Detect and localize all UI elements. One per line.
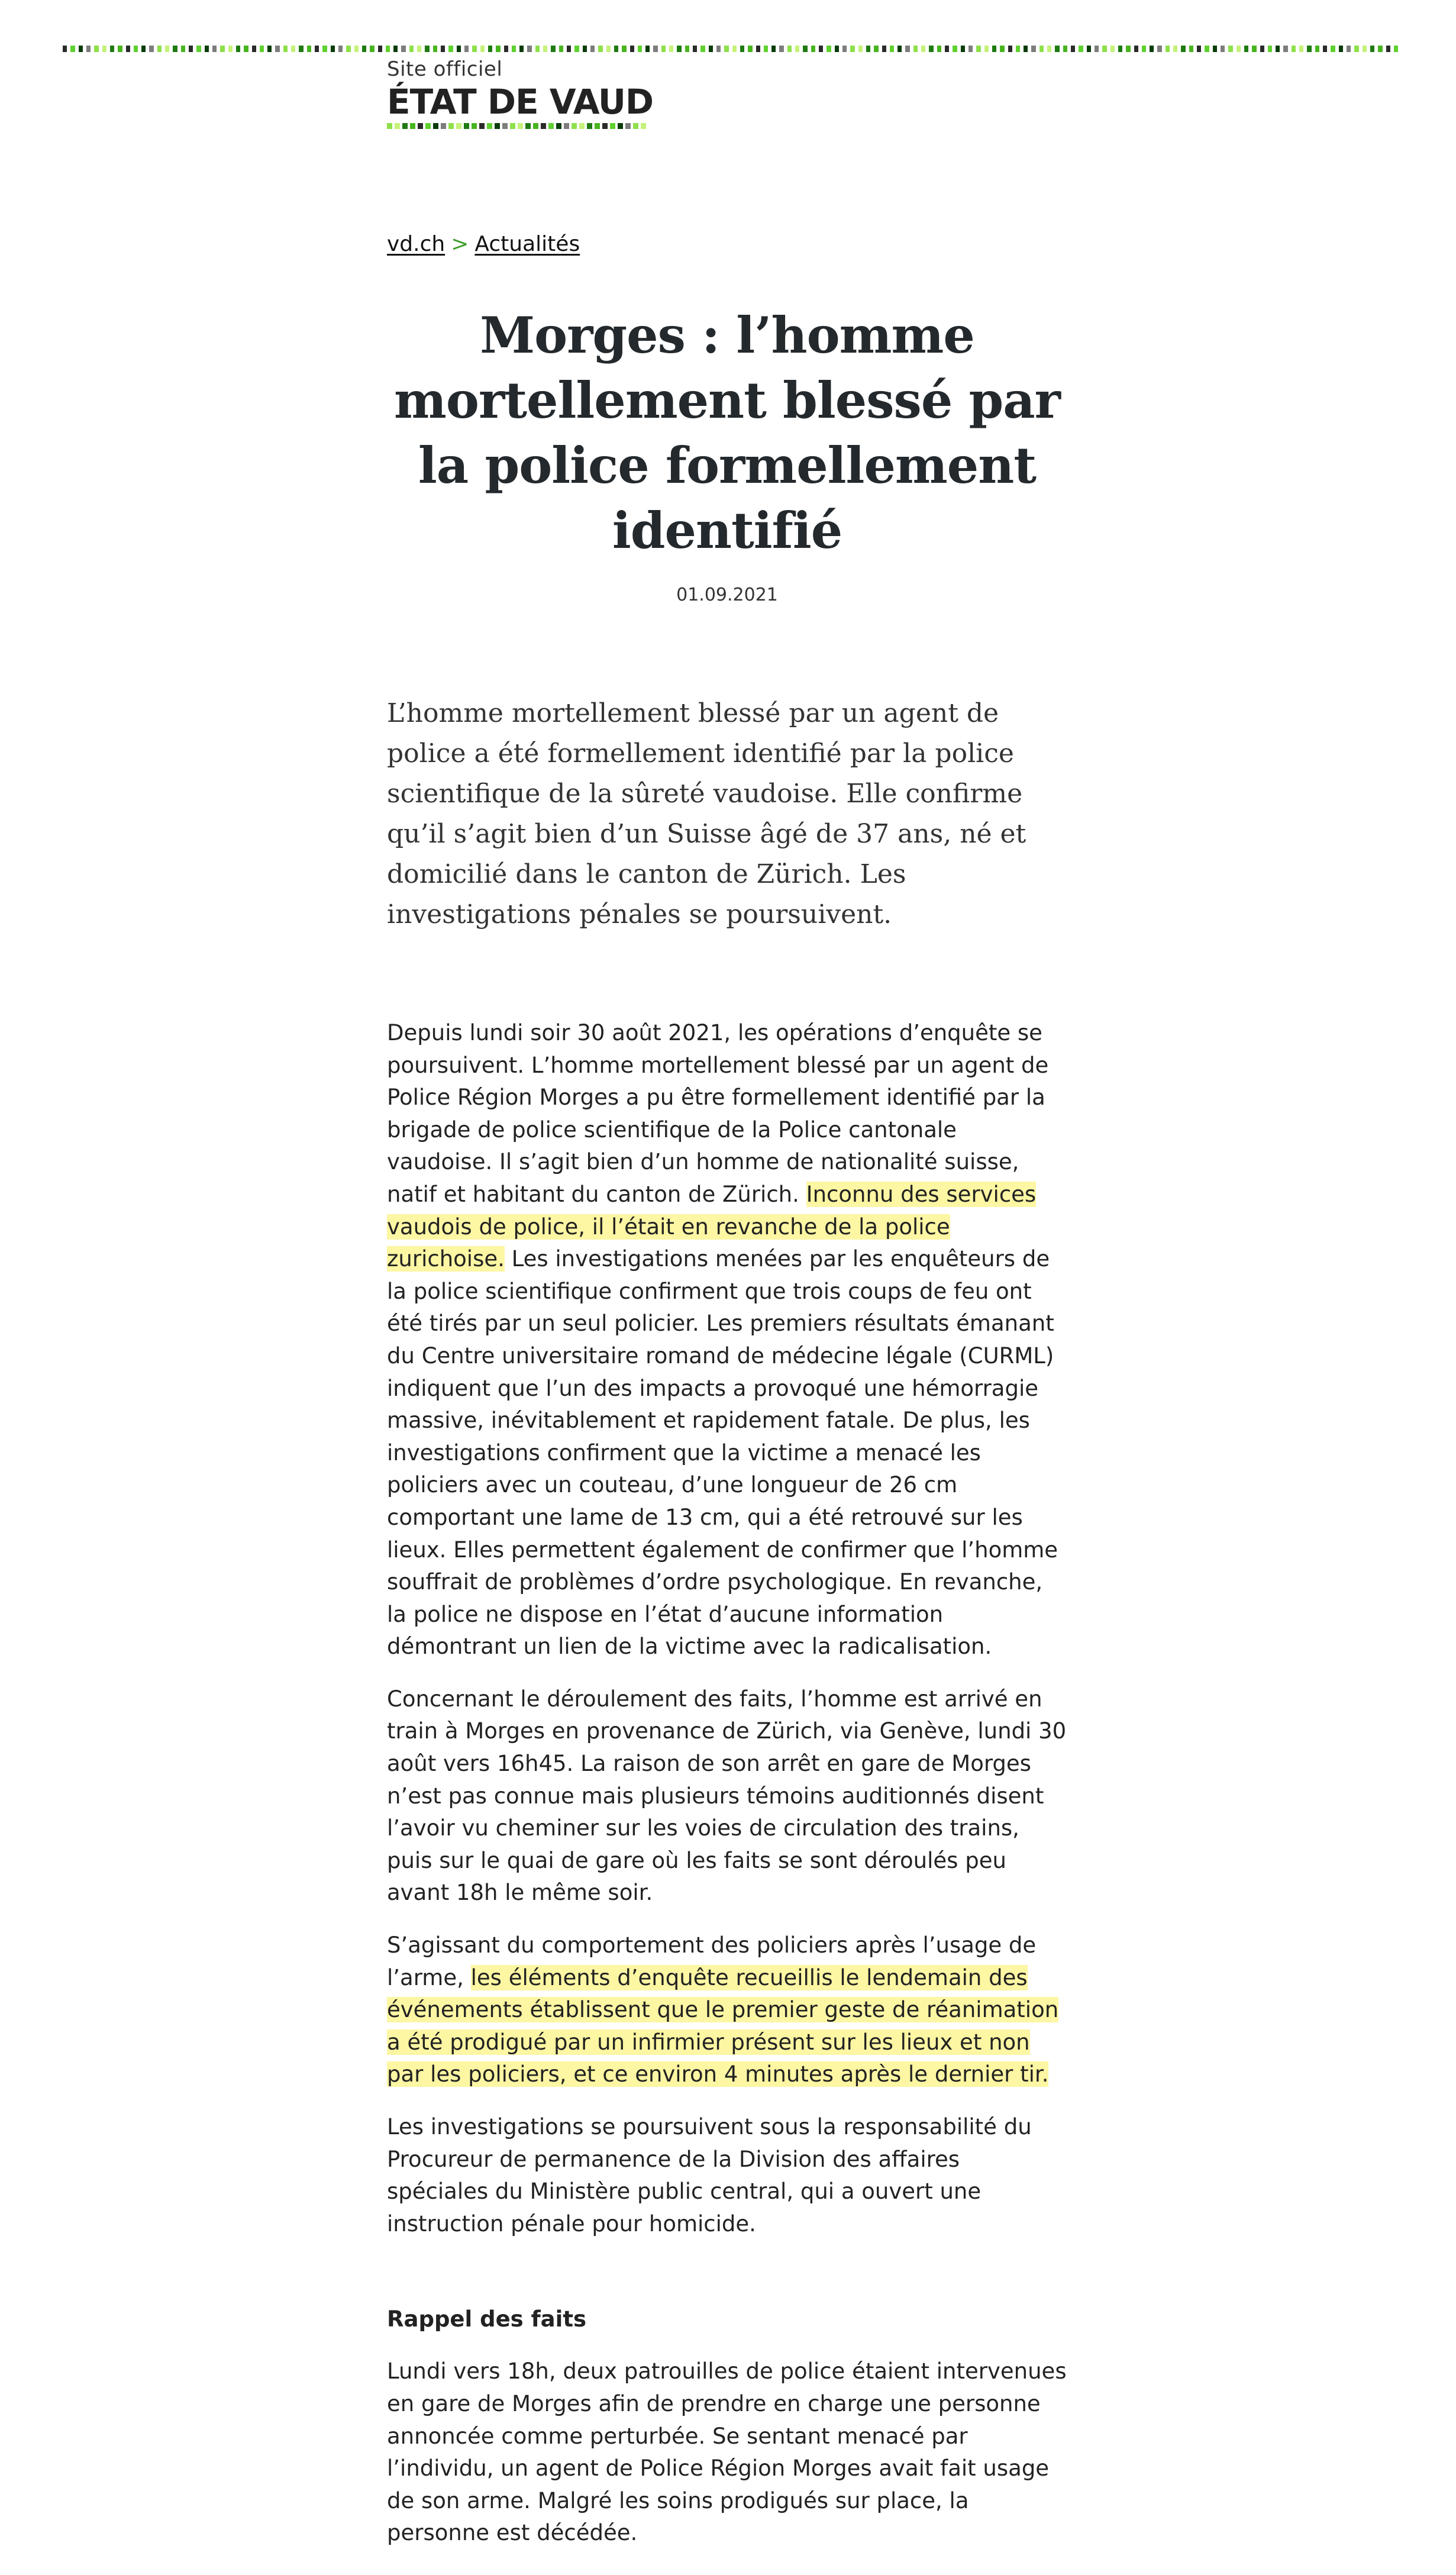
stripe-segment <box>173 46 177 52</box>
stripe-segment <box>1386 46 1390 52</box>
stripe-segment <box>961 46 965 52</box>
stripe-segment <box>110 46 114 52</box>
stripe-segment <box>94 46 98 52</box>
paragraph-3-highlight: les éléments d’enquête recueillis le lendemain des événements établissent que le premier geste de réanimation a été prodigué par un infirmier présent sur les lieux et non par les policiers, et ce environ 4 minutes après le dernier tir. <box>387 1964 1059 2087</box>
logo-stripe-segment <box>456 123 461 129</box>
stripe-segment <box>898 46 902 52</box>
stripe-segment <box>393 46 398 52</box>
stripe-segment <box>346 46 350 52</box>
stripe-segment <box>819 46 823 52</box>
stripe-segment <box>842 46 847 52</box>
paragraph-1-highlight: Inconnu des services vaudois de police, il l’était en revanche de la police zurichoise. <box>387 1181 1037 1272</box>
logo-stripe-segment <box>548 123 554 129</box>
stripe-segment <box>220 46 224 52</box>
stripe-segment <box>472 46 476 52</box>
stripe-segment <box>1205 46 1209 52</box>
paragraph-1 <box>387 1017 1067 1663</box>
stripe-segment <box>779 46 783 52</box>
stripe-segment <box>448 46 453 52</box>
article-body <box>387 1017 1067 2570</box>
stripe-segment <box>331 46 335 52</box>
stripe-segment <box>425 46 429 52</box>
stripe-segment <box>1142 46 1146 52</box>
stripe-segment <box>527 46 531 52</box>
stripe-segment <box>1079 46 1083 52</box>
stripe-segment <box>212 46 217 52</box>
stripe-segment <box>622 46 626 52</box>
section-heading: Rappel des faits <box>387 2306 587 2332</box>
stripe-segment <box>1237 46 1241 52</box>
stripe-segment <box>669 46 673 52</box>
stripe-segment <box>1134 46 1138 52</box>
stripe-segment <box>1339 46 1343 52</box>
logo-stripe-segment <box>533 123 538 129</box>
logo-stripe-segment <box>641 123 646 129</box>
stripe-segment <box>496 46 500 52</box>
stripe-segment <box>630 46 634 52</box>
stripe-segment <box>756 46 760 52</box>
stripe-segment <box>275 46 279 52</box>
stripe-segment <box>1370 46 1374 52</box>
stripe-segment <box>874 46 878 52</box>
stripe-segment <box>913 46 918 52</box>
stripe-segment <box>157 46 162 52</box>
logo-stripe-segment <box>410 123 415 129</box>
stripe-segment <box>693 46 697 52</box>
stripe-segment <box>283 46 288 52</box>
stripe-segment <box>291 46 295 52</box>
stripe-segment <box>228 46 233 52</box>
stripe-segment <box>457 46 461 52</box>
stripe-segment <box>480 46 485 52</box>
stripe-segment <box>858 46 863 52</box>
stripe-segment <box>299 46 303 52</box>
stripe-segment <box>700 46 705 52</box>
stripe-segment <box>732 46 737 52</box>
stripe-segment <box>1008 46 1012 52</box>
stripe-segment <box>260 46 264 52</box>
logo-stripe-segment <box>579 123 585 129</box>
stripe-segment <box>968 46 973 52</box>
stripe-segment <box>1024 46 1028 52</box>
paragraph-1-text-b: Les investigations menées par les enquêteurs de la police scientifique confirment que trois coups de feu ont été tirés par un seul policier. Les premiers résultats émanant du Centre universitaire romand de médecine légale (CURML) indiquent que l’un des impacts a provoqué une hémorragie massive, inévitablement et rapidement fatale. De plus, les investigations confirment que la victime a menacé les policiers avec un couteau, d’une longueur de 26 cm comportant une lame de 13 cm, qui a été retrouvé sur les lieux. Elles permettent également de confirmer que l’homme souffrait de problèmes d’ordre psychologique. En revanche, la police ne dispose en l’état d’aucune information démontrant un lien de la victime avec la radicalisation. <box>387 1246 1058 1660</box>
stripe-segment <box>1055 46 1059 52</box>
paragraph-5: Lundi vers 18h, deux patrouilles de police étaient intervenues en gare de Morges afin de prendre en charge une personne annoncée comme perturbée. Se sentant menacé par l’individu, un agent de Police Région Morges avait fait usage de son arme. Malgré les soins prodigués sur place, la personne est décédée. <box>387 2358 1067 2546</box>
stripe-segment <box>606 46 611 52</box>
stripe-segment <box>1087 46 1091 52</box>
stripe-segment <box>1221 46 1225 52</box>
stripe-segment <box>724 46 728 52</box>
stripe-segment <box>236 46 240 52</box>
stripe-segment <box>1016 46 1020 52</box>
stripe-segment <box>189 46 193 52</box>
stripe-segment <box>976 46 980 52</box>
stripe-segment <box>149 46 153 52</box>
stripe-segment <box>1197 46 1201 52</box>
stripe-segment <box>574 46 579 52</box>
stripe-segment <box>787 46 792 52</box>
logo-stripe-segment <box>502 123 508 129</box>
logo-stripe-segment <box>633 123 638 129</box>
stripe-segment <box>417 46 421 52</box>
stripe-segment <box>196 46 201 52</box>
stripe-segment <box>709 46 713 52</box>
stripe-segment <box>645 46 650 52</box>
logo-stripe-segment <box>479 123 485 129</box>
stripe-segment <box>1378 46 1382 52</box>
stripe-segment <box>1299 46 1303 52</box>
logo-stripe-segment <box>402 123 408 129</box>
stripe-segment <box>126 46 130 52</box>
logo-stripe-segment <box>425 123 431 129</box>
breadcrumb-home-link[interactable]: vd.ch <box>387 232 445 256</box>
stripe-segment <box>267 46 272 52</box>
stripe-segment <box>598 46 602 52</box>
stripe-segment <box>1150 46 1154 52</box>
stripe-segment <box>992 46 996 52</box>
logo-stripe-segment <box>487 123 492 129</box>
stripe-segment <box>181 46 185 52</box>
stripe-segment <box>1071 46 1075 52</box>
paragraph-2: Concernant le déroulement des faits, l’homme est arrivé en train à Morges en provenance de Zürich, via Genève, lundi 30 août vers 16h45. La raison de son arrêt en gare de Morges n’est pas connue mais plusieurs témoins auditionnés disent l’avoir vu cheminer sur les voies de circulation des trains, puis sur le quai de gare où les faits se sont déroulés peu avant 18h le même soir. <box>387 1686 1067 1906</box>
stripe-segment <box>984 46 989 52</box>
stripe-segment <box>850 46 854 52</box>
stripe-segment <box>1031 46 1035 52</box>
stripe-segment <box>811 46 815 52</box>
paragraph-4: Les investigations se poursuivent sous la responsabilité du Procureur de permanence de la Division des affaires spéciales du Ministère public central, qui a ouvert une instruction pénale pour homicide. <box>387 2114 1032 2237</box>
stripe-segment <box>1323 46 1327 52</box>
stripe-segment <box>322 46 327 52</box>
paragraph-3 <box>387 1929 1067 2091</box>
logo-stripe-segment <box>418 123 423 129</box>
stripe-segment <box>386 46 390 52</box>
stripe-segment <box>535 46 540 52</box>
stripe-segment <box>716 46 721 52</box>
stripe-segment <box>378 46 382 52</box>
stripe-segment <box>1102 46 1106 52</box>
stripe-segment <box>882 46 886 52</box>
stripe-segment <box>685 46 689 52</box>
stripe-segment <box>488 46 492 52</box>
stripe-segment <box>929 46 933 52</box>
stripe-segment <box>583 46 587 52</box>
stripe-segment <box>866 46 870 52</box>
stripe-segment <box>1173 46 1177 52</box>
stripe-segment <box>905 46 909 52</box>
stripe-segment <box>567 46 571 52</box>
stripe-segment <box>102 46 106 52</box>
stripe-segment <box>937 46 941 52</box>
stripe-segment <box>771 46 776 52</box>
stripe-segment <box>307 46 311 52</box>
stripe-segment <box>141 46 146 52</box>
paragraph-1-text-a: Depuis lundi soir 30 août 2021, les opérations d’enquête se poursuivent. L’homme mortellement blessé par un agent de Police Région Morges a pu être formellement identifié par la brigade de police scientifique de la Police cantonale vaudoise. Il s’agit bien d’un homme de nationalité suisse, natif et habitant du canton de Zürich. <box>387 1020 1049 1207</box>
logo-stripe-segment <box>510 123 515 129</box>
stripe-segment <box>1283 46 1287 52</box>
logo-stripe-segment <box>464 123 469 129</box>
breadcrumb <box>387 230 1067 259</box>
logo-stripe-segment <box>618 123 623 129</box>
logo-color-stripe <box>387 123 646 129</box>
stripe-segment <box>559 46 563 52</box>
stripe-segment <box>921 46 925 52</box>
stripe-segment <box>543 46 547 52</box>
stripe-segment <box>1181 46 1185 52</box>
stripe-segment <box>79 46 83 52</box>
logo-stripe-segment <box>525 123 531 129</box>
stripe-segment <box>1307 46 1311 52</box>
stripe-segment <box>370 46 374 52</box>
stripe-segment <box>1110 46 1115 52</box>
logo-stripe-segment <box>541 123 546 129</box>
stripe-segment <box>1276 46 1280 52</box>
stripe-segment <box>1331 46 1335 52</box>
logo-stripe-segment <box>587 123 592 129</box>
stripe-segment <box>945 46 949 52</box>
stripe-segment <box>354 46 359 52</box>
stripe-segment <box>464 46 469 52</box>
stripe-segment <box>338 46 343 52</box>
stripe-segment <box>1228 46 1232 52</box>
stripe-segment <box>1157 46 1161 52</box>
stripe-segment <box>551 46 555 52</box>
stripe-segment <box>441 46 445 52</box>
logo-stripe-segment <box>395 123 400 129</box>
stripe-segment <box>1315 46 1319 52</box>
stripe-segment <box>244 46 248 52</box>
stripe-segment <box>1268 46 1272 52</box>
site-official-label: Site officiel <box>387 57 503 81</box>
logo-stripe-segment <box>495 123 500 129</box>
stripe-segment <box>1252 46 1256 52</box>
logo-stripe-segment <box>595 123 600 129</box>
stripe-segment <box>795 46 799 52</box>
stripe-segment <box>1354 46 1358 52</box>
stripe-segment <box>362 46 366 52</box>
article-title: Morges : l’homme mortellement blessé par la police formellement identifié <box>394 306 1060 560</box>
stripe-segment <box>953 46 957 52</box>
logo-stripe-segment <box>387 123 392 129</box>
stripe-segment <box>638 46 642 52</box>
article-date: 01.09.2021 <box>676 585 778 605</box>
stripe-segment <box>827 46 831 52</box>
stripe-segment <box>519 46 524 52</box>
stripe-segment <box>677 46 681 52</box>
logo-stripe-segment <box>572 123 577 129</box>
stripe-segment <box>1095 46 1099 52</box>
logo-stripe-segment <box>602 123 608 129</box>
stripe-segment <box>890 46 894 52</box>
stripe-segment <box>590 46 595 52</box>
stripe-segment <box>205 46 209 52</box>
logo-stripe-segment <box>518 123 523 129</box>
logo-stripe-segment <box>556 123 561 129</box>
stripe-segment <box>748 46 752 52</box>
logo-stripe-segment <box>448 123 454 129</box>
stripe-segment <box>1189 46 1193 52</box>
logo-stripe-segment <box>433 123 438 129</box>
stripe-segment <box>835 46 839 52</box>
logo-stripe-segment <box>472 123 477 129</box>
stripe-segment <box>1213 46 1217 52</box>
stripe-segment <box>661 46 666 52</box>
stripe-segment <box>740 46 744 52</box>
logo-stripe-segment <box>564 123 569 129</box>
article-lead: L’homme mortellement blessé par un agent de police a été formellement identifié par la police scientifique de la sûreté vaudoise. Elle confirme qu’il s’agit bien d’un Suisse âgé de 37 ans, né et domicilié dans le canton de Zürich. Les investigations pénales se poursuivent. <box>387 698 1026 930</box>
stripe-segment <box>512 46 516 52</box>
stripe-segment <box>165 46 169 52</box>
stripe-segment <box>764 46 768 52</box>
top-color-stripe <box>63 46 1399 52</box>
stripe-segment <box>803 46 807 52</box>
stripe-segment <box>63 46 67 52</box>
stripe-segment <box>433 46 437 52</box>
stripe-segment <box>1292 46 1296 52</box>
stripe-segment <box>1063 46 1067 52</box>
stripe-segment <box>86 46 91 52</box>
logo-stripe-segment <box>625 123 631 129</box>
stripe-segment <box>614 46 618 52</box>
stripe-segment <box>1118 46 1122 52</box>
stripe-segment <box>1000 46 1004 52</box>
stripe-segment <box>1394 46 1398 52</box>
stripe-segment <box>1039 46 1044 52</box>
stripe-segment <box>134 46 138 52</box>
stripe-segment <box>70 46 75 52</box>
site-logo-text[interactable]: ÉTAT DE VAUD <box>387 82 654 122</box>
breadcrumb-current-link[interactable]: Actualités <box>474 232 580 256</box>
stripe-segment <box>315 46 319 52</box>
stripe-segment <box>409 46 414 52</box>
stripe-segment <box>118 46 122 52</box>
stripe-segment <box>1363 46 1367 52</box>
breadcrumb-separator: > <box>451 232 469 256</box>
stripe-segment <box>1347 46 1351 52</box>
logo-stripe-segment <box>441 123 446 129</box>
stripe-segment <box>1047 46 1051 52</box>
site-header <box>387 56 742 129</box>
stripe-segment <box>401 46 405 52</box>
stripe-segment <box>1126 46 1130 52</box>
stripe-segment <box>252 46 256 52</box>
stripe-segment <box>1244 46 1248 52</box>
stripe-segment <box>653 46 657 52</box>
stripe-segment <box>1260 46 1264 52</box>
paragraph-3-text-a: S’agissant du comportement des policiers après l’usage de l’arme, <box>387 1932 1037 1990</box>
stripe-segment <box>504 46 508 52</box>
stripe-segment <box>1166 46 1170 52</box>
logo-stripe-segment <box>610 123 615 129</box>
